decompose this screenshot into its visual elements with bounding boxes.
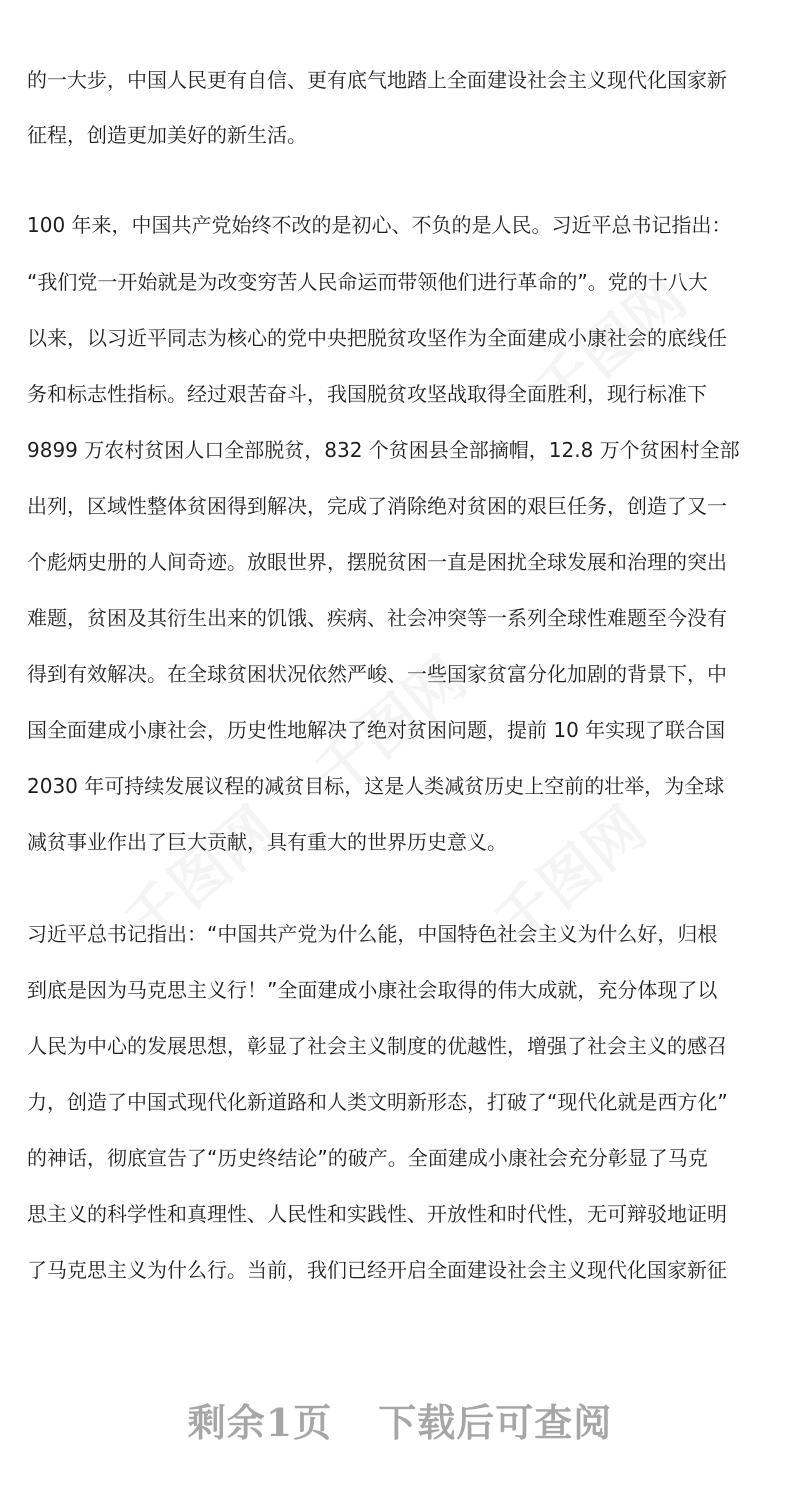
text-line: 个彪炳史册的人间奇迹。放眼世界，摆脱贫困一直是困扰全球发展和治理的突出 bbox=[27, 550, 727, 574]
text-line: 得到有效解决。在全球贫困状况依然严峻、一些国家贫富分化加剧的背景下，中 bbox=[27, 662, 727, 686]
text-line: 2030 年可持续发展议程的减贫目标，这是人类减贫历史上空前的壮举，为全球 bbox=[27, 774, 725, 798]
text-line: 力，创造了中国式现代化新道路和人类文明新形态，打破了“现代化就是西方化” bbox=[27, 1090, 728, 1114]
remaining-pages-label: 剩余1页 bbox=[187, 1400, 333, 1445]
text-line: 务和标志性指标。经过艰苦奋斗，我国脱贫攻坚战取得全面胜利，现行标准下 bbox=[27, 382, 707, 406]
text-line: 9899 万农村贫困人口全部脱贫，832 个贫困县全部摘帽，12.8 万个贫困村全部 bbox=[27, 438, 740, 462]
text-line: 人民为中心的发展思想，彰显了社会主义制度的优越性，增强了社会主义的感召 bbox=[27, 1034, 727, 1058]
text-line: 以来，以习近平同志为核心的党中央把脱贫攻坚作为全面建成小康社会的底线任 bbox=[27, 326, 727, 350]
text-line: 的一大步，中国人民更有自信、更有底气地踏上全面建设社会主义现代化国家新 bbox=[27, 68, 727, 92]
text-line: 习近平总书记指出：“中国共产党为什么能，中国特色社会主义为什么好，归根 bbox=[27, 922, 718, 946]
text-line: 出列，区域性整体贫困得到解决，完成了消除绝对贫困的艰巨任务，创造了又一 bbox=[27, 494, 727, 518]
download-banner[interactable] bbox=[0, 1392, 800, 1447]
text-line: 100 年来，中国共产党始终不改的是初心、不负的是人民。习近平总书记指出： bbox=[27, 213, 732, 237]
text-line: “我们党一开始就是为改变穷苦人民命运而带领他们进行革命的”。党的十八大 bbox=[27, 270, 708, 294]
text-line: 国全面建成小康社会，历史性地解决了绝对贫困问题，提前 10 年实现了联合国 bbox=[27, 718, 726, 742]
download-to-view-label: 下载后可查阅 bbox=[378, 1400, 613, 1445]
text-line: 思主义的科学性和真理性、人民性和实践性、开放性和时代性，无可辩驳地证明 bbox=[27, 1202, 727, 1226]
text-line: 的神话，彻底宣告了“历史终结论”的破产。全面建成小康社会充分彰显了马克 bbox=[27, 1146, 708, 1170]
text-line: 减贫事业作出了巨大贡献，具有重大的世界历史意义。 bbox=[27, 830, 507, 854]
text-line: 到底是因为马克思主义行！”全面建成小康社会取得的伟大成就，充分体现了以 bbox=[27, 978, 718, 1002]
text-line: 难题，贫困及其衍生出来的饥饿、疾病、社会冲突等一系列全球性难题至今没有 bbox=[27, 606, 727, 630]
text-line: 征程，创造更加美好的新生活。 bbox=[27, 123, 307, 147]
text-line: 了马克思主义为什么行。当前，我们已经开启全面建设社会主义现代化国家新征 bbox=[27, 1258, 727, 1282]
